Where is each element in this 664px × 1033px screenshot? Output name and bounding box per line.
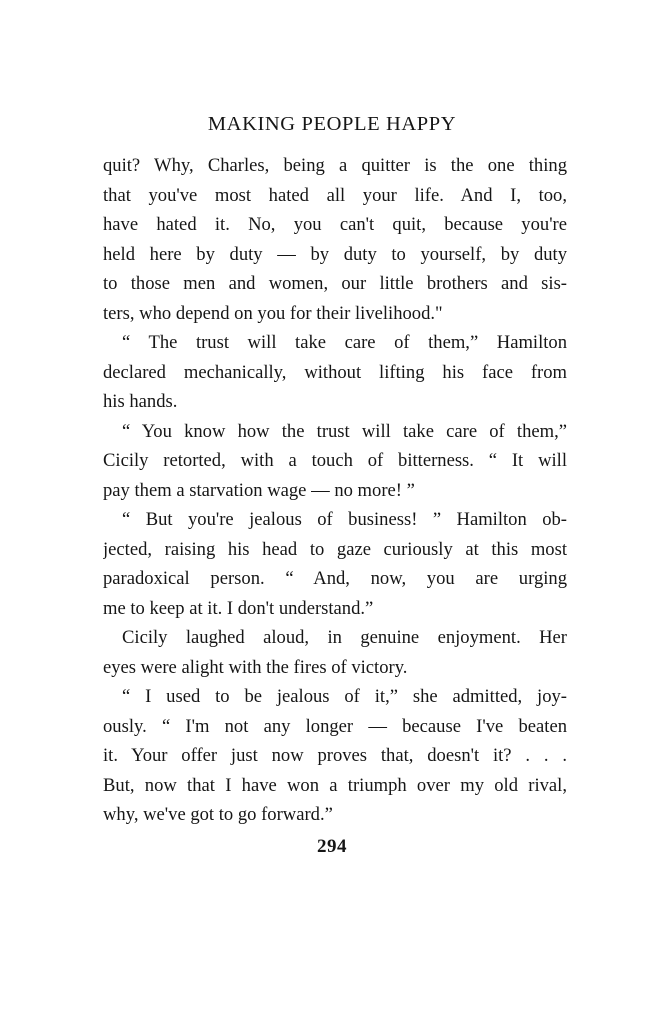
text-line: eyes were alight with the fires of victory. [103, 656, 408, 678]
text-line: to those men and women, our little brothers and sis- [103, 273, 567, 294]
text-line: “ But you're jealous of business! ” Hamilton ob- [122, 509, 567, 530]
text-line: why, we've got to go forward.” [103, 804, 333, 825]
text-line: declared mechanically, without lifting his face from [103, 361, 567, 383]
text-line: But, now that I have won a triumph over my old rival, [103, 774, 567, 796]
text-line: have hated it. No, you can't quit, because you're [103, 214, 567, 235]
text-line: that you've most hated all your life. And I, too, [103, 184, 567, 206]
text-line: “ The trust will take care of them,” Hamilton [122, 332, 567, 353]
text-line: ously. “ I'm not any longer — because I've beaten [103, 715, 567, 737]
text-line: Cicily retorted, with a touch of bitterness. “ It will [103, 450, 567, 471]
text-line: paradoxical person. “ And, now, you are urging [103, 568, 567, 589]
text-line: held here by duty — by duty to yourself, by duty [103, 243, 567, 265]
running-head: MAKING PEOPLE HAPPY [207, 113, 457, 135]
text-line: it. Your offer just now proves that, doesn't it? . . . [103, 745, 567, 766]
text-line: “ You know how the trust will take care of them,” [122, 420, 567, 442]
text-line: ters, who depend on you for their livelihood." [103, 302, 443, 324]
page-number: 294 [317, 836, 347, 857]
text-line: his hands. [103, 391, 178, 412]
text-line: pay them a starvation wage — no more! ” [103, 479, 415, 501]
text-line: quit? Why, Charles, being a quitter is the one thing [103, 155, 567, 176]
body-text [103, 151, 567, 830]
text-line: Cicily laughed aloud, in genuine enjoyment. Her [122, 627, 567, 648]
text-line: “ I used to be jealous of it,” she admitted, joy- [122, 686, 567, 707]
text-line: me to keep at it. I don't understand.” [103, 597, 374, 619]
text-line: jected, raising his head to gaze curiously at this most [103, 538, 567, 560]
